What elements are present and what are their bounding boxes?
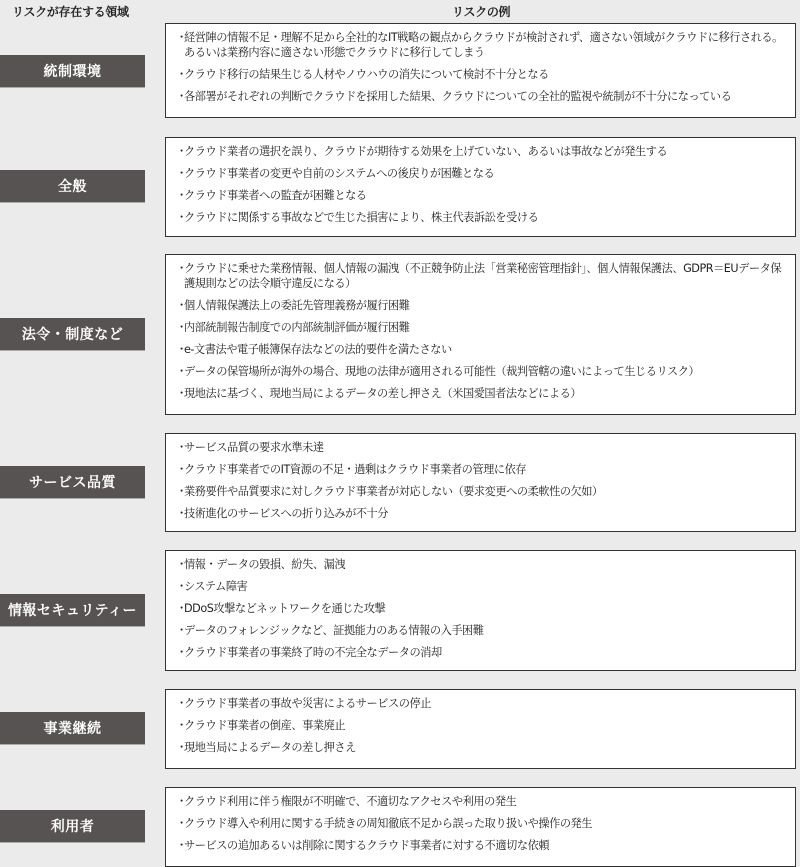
bullet-dot: ・ xyxy=(176,343,187,356)
bullet-dot: ・ xyxy=(176,387,187,400)
risk-item xyxy=(176,30,787,60)
area-label-laws-regulations: 法令・制度など xyxy=(0,318,145,351)
bullet-dot: ・ xyxy=(176,741,187,754)
risk-text: 各部署がそれぞれの判断でクラウドを採用した結果、クラウドについての全社的監視や統制が不十分になっている xyxy=(184,90,732,103)
risk-text: サービスの追加あるいは削除に関するクラウド事業者に対する不適切な依頼 xyxy=(184,839,550,852)
bullet-dot: ・ xyxy=(176,646,187,659)
risk-text: クラウド導入や利用に関する手続きの周知徹底不足から誤った取り扱いや操作の発生 xyxy=(184,817,593,830)
bullet-dot: ・ xyxy=(176,580,187,593)
bullet-dot: ・ xyxy=(176,795,187,808)
bullet-dot: ・ xyxy=(176,463,187,476)
area-label-business-continuity: 事業継続 xyxy=(0,712,145,745)
risk-box-service-quality xyxy=(165,433,796,532)
risk-text: e-文書法や電子帳簿保存法などの法的要件を満たさない xyxy=(184,343,452,356)
risk-item xyxy=(176,320,787,335)
risk-item xyxy=(176,144,787,159)
risk-item xyxy=(176,645,787,660)
risk-item xyxy=(176,210,787,225)
risk-text: DDoS攻撃などネットワークを通じた攻撃 xyxy=(184,602,386,615)
bullet-dot: ・ xyxy=(176,68,187,81)
bullet-dot: ・ xyxy=(176,839,187,852)
bullet-dot: ・ xyxy=(176,321,187,334)
risk-text: クラウド事業者の事故や災害によるサービスの停止 xyxy=(184,697,431,710)
risk-item xyxy=(176,484,787,499)
risk-item xyxy=(176,579,787,594)
risk-item xyxy=(176,718,787,733)
risk-text: サービス品質の要求水準未達 xyxy=(184,441,324,454)
risk-item xyxy=(176,623,787,638)
risk-text: 現地当局によるデータの差し押さえ xyxy=(184,741,356,754)
bullet-dot: ・ xyxy=(176,90,187,103)
bullet-dot: ・ xyxy=(176,441,187,454)
column-header-risk-area: リスクが存在する領域 xyxy=(12,5,129,19)
bullet-dot: ・ xyxy=(176,145,187,158)
bullet-dot: ・ xyxy=(176,211,187,224)
risk-text: クラウド事業者の変更や自前のシステムへの後戻りが困難となる xyxy=(184,167,495,180)
risk-text: クラウド利用に伴う権限が不明確で、不適切なアクセスや利用の発生 xyxy=(184,795,517,808)
risk-item xyxy=(176,67,787,82)
risk-text: 業務要件や品質要求に対しクラウド事業者が対応しない（要求変更への柔軟性の欠如） xyxy=(184,485,603,498)
risk-box-information-security xyxy=(165,550,796,671)
risk-item xyxy=(176,261,787,291)
risk-text: 技術進化のサービスへの折り込みが不十分 xyxy=(184,507,389,520)
risk-item xyxy=(176,188,787,203)
risk-item xyxy=(176,364,787,379)
risk-item xyxy=(176,696,787,711)
bullet-dot: ・ xyxy=(176,299,187,312)
risk-text: クラウド事業者の事業終了時の不完全なデータの消却 xyxy=(184,646,442,659)
bullet-dot: ・ xyxy=(176,365,187,378)
risk-item xyxy=(176,557,787,572)
risk-text: データの保管場所が海外の場合、現地の法律が適用される可能性（裁判管轄の違いによって生じるリスク） xyxy=(184,365,700,378)
risk-item xyxy=(176,794,787,809)
risk-box-general xyxy=(165,137,796,237)
risk-item xyxy=(176,838,787,853)
risk-item xyxy=(176,386,787,401)
bullet-dot: ・ xyxy=(176,485,187,498)
risk-item xyxy=(176,298,787,313)
risk-text: クラウドに関係する事故などで生じた損害により、株主代表訴訟を受ける xyxy=(184,211,539,224)
risk-text: 個人情報保護法上の委託先管理義務が履行困難 xyxy=(184,299,410,312)
area-label-control-environment: 統制環境 xyxy=(0,55,145,88)
risk-item xyxy=(176,740,787,755)
area-label-service-quality: サービス品質 xyxy=(0,466,145,499)
risk-text: クラウド業者の選択を誤り、クラウドが期待する効果を上げていない、あるいは事故などが発生する xyxy=(184,145,668,158)
bullet-dot: ・ xyxy=(176,602,187,615)
area-label-general: 全般 xyxy=(0,170,145,203)
risk-item xyxy=(176,342,787,357)
area-label-information-security: 情報セキュリティー xyxy=(0,594,145,627)
area-label-users: 利用者 xyxy=(0,810,145,843)
risk-text: クラウドに乗せた業務情報、個人情報の漏洩（不正競争防止法「営業秘密管理指針」、個人情報保護法、GDPR＝EUデータ保護規則などの法令順守違反になる） xyxy=(184,262,782,290)
risk-text: システム障害 xyxy=(184,580,248,593)
risk-item xyxy=(176,601,787,616)
bullet-dot: ・ xyxy=(176,624,187,637)
risk-text: クラウド移行の結果生じる人材やノウハウの消失について検討不十分となる xyxy=(184,68,549,81)
bullet-dot: ・ xyxy=(176,31,187,44)
bullet-dot: ・ xyxy=(176,262,187,275)
risk-item xyxy=(176,816,787,831)
bullet-dot: ・ xyxy=(176,817,187,830)
bullet-dot: ・ xyxy=(176,719,187,732)
risk-box-control-environment xyxy=(165,23,796,118)
risk-item xyxy=(176,89,787,104)
risk-text: クラウド事業者でのIT資源の不足・過剰はクラウド事業者の管理に依存 xyxy=(184,463,527,476)
risk-box-users xyxy=(165,787,796,867)
risk-item xyxy=(176,440,787,455)
bullet-dot: ・ xyxy=(176,507,187,520)
risk-text: クラウド事業者への監査が困難となる xyxy=(184,189,367,202)
bullet-dot: ・ xyxy=(176,697,187,710)
risk-text: データのフォレンジックなど、証拠能力のある情報の入手困難 xyxy=(184,624,484,637)
column-header-risk-examples: リスクの例 xyxy=(452,5,511,19)
risk-text: 内部統制報告制度での内部統制評価が履行困難 xyxy=(184,321,410,334)
risk-text: 経営陣の情報不足・理解不足から全社的なIT戦略の観点からクラウドが検討されず、適さない領域がクラウドに移行される。 あるいは業務内容に適さない形態でクラウドに移行してしまう xyxy=(184,31,783,59)
bullet-dot: ・ xyxy=(176,167,187,180)
bullet-dot: ・ xyxy=(176,189,187,202)
risk-item xyxy=(176,462,787,477)
risk-box-laws-regulations xyxy=(165,254,796,415)
bullet-dot: ・ xyxy=(176,558,187,571)
risk-item xyxy=(176,166,787,181)
risk-text: クラウド事業者の倒産、事業廃止 xyxy=(184,719,346,732)
risk-item xyxy=(176,506,787,521)
risk-text: 情報・データの毀損、紛失、漏洩 xyxy=(184,558,346,571)
risk-box-business-continuity xyxy=(165,689,796,769)
risk-text: 現地法に基づく、現地当局によるデータの差し押さえ（米国愛国者法などによる） xyxy=(184,387,582,400)
